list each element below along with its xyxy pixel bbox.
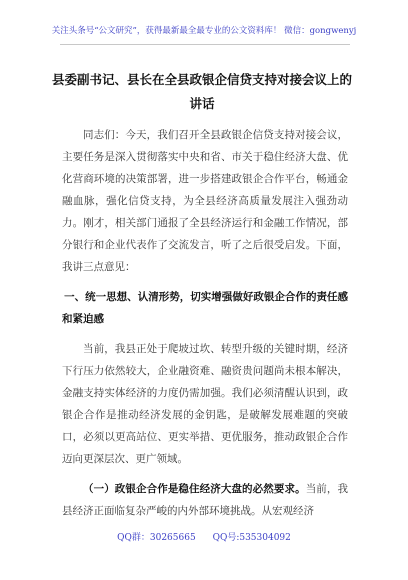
document-body [62,124,348,522]
subsection-paragraph-1 [62,478,348,522]
section-heading-1: 一、统一思想、认清形势，切实增强做好政银企合作的责任感和紧迫感 [62,291,348,325]
footer-contact [0,530,408,543]
header-divider [60,44,350,45]
footer-qq: QQ号:535304092 [212,533,291,543]
opening-paragraph: 同志们：今天，我们召开全县政银企信贷支持对接会议，主要任务是深入贯彻落实中央和省、市关于稳住经济大盘、优化营商环境的决策部署，进一步搭建政银企合作平台，畅通金融血脉，强化信贷支持，为全县经济高质量发展注入强劲动力。刚才，相关部门通报了全县经济运行和金融工作情况，部分银行和企业代表作了交流发言，听了之后很受启发。下面，我讲三点意见： [62,129,348,273]
subsection-text-1: 当前，我县经济正面临复杂严峻的内外部环境挑战。从宏观经济 [62,483,349,517]
document-title: 县委副书记、县长在全县政银企信贷支持对接会议上的讲话 [52,72,353,111]
body-paragraph-2: 当前，我县正处于爬坡过坎、转型升级的关键时期，经济下行压力依然较大，企业融资难、融资贵问题尚未根本解决，金融支持实体经济的力度仍需加强。我们必须清醒认识到，政银企合作是推动经济发展的金钥匙，是破解发展难题的突破口，必须以更高站位、更实举措、更优服务，推动政银企合作迈向更深层次、更广领域。 [62,343,348,465]
subsection-heading-1: （一）政银企合作是稳住经济大盘的必然要求。 [83,483,306,495]
footer-qq-group: QQ群：30265665 [117,533,196,543]
header-banner: 关注头条号“公文研究”，获得最新最全最专业的公文资料库！ 微信：gongwenyj [51,26,357,36]
